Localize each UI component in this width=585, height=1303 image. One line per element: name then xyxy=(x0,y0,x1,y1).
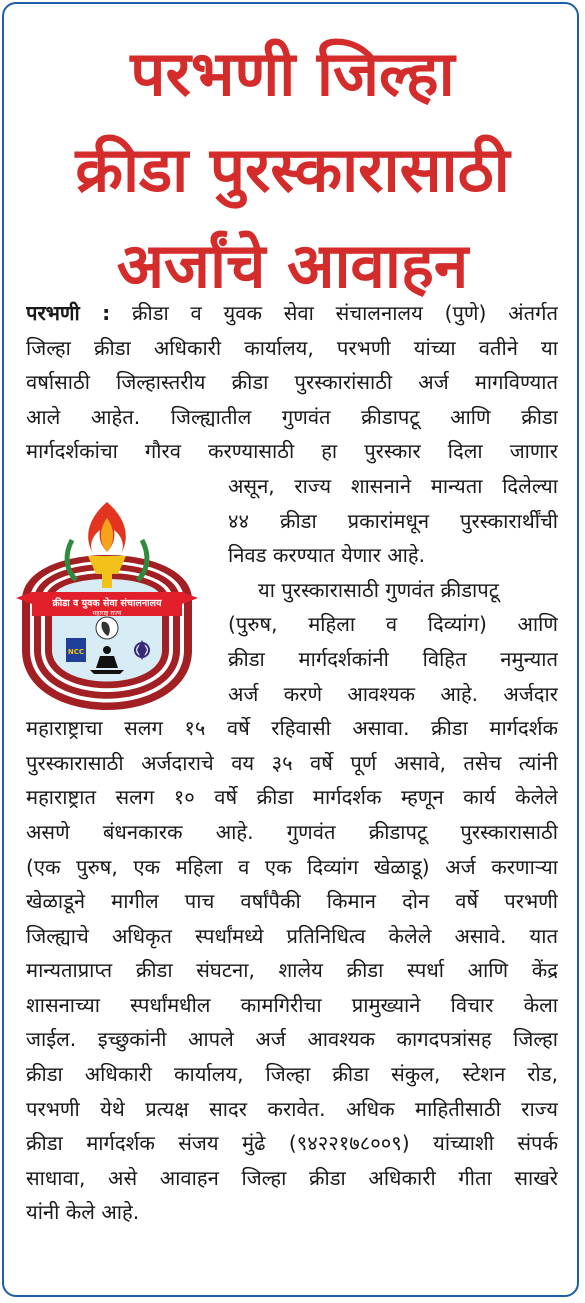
article-line-4: आले आहेत. जिल्ह्यातील गुणवंत क्रीडापटू आणि क्रीडा xyxy=(26,404,558,429)
logo-banner-text: क्रीडा व युवक सेवा संचालनालय xyxy=(52,598,162,609)
headline-line-1: परभणी जिल्हा xyxy=(130,37,455,110)
article-line-13: महाराष्ट्राचा सलग १५ वर्षे रहिवासी असावा. क्रीडा मार्गदर्शक xyxy=(26,716,558,741)
article-line-20: मान्यताप्राप्त क्रीडा संघटना, शालेय क्रीडा स्पर्धा आणि केंद्र xyxy=(26,958,558,983)
article-line-15: महाराष्ट्रात सलग १० वर्षे क्रीडा मार्गदर्शक म्हणून कार्य केलेले xyxy=(26,785,558,810)
article-line-16: असणे बंधनकारक आहे. गुणवंत क्रीडापटू पुरस्कारासाठी xyxy=(26,819,558,844)
article-line-23: क्रीडा अधिकारी कार्यालय, जिल्हा क्रीडा संकुल, स्टेशन रोड, xyxy=(26,1062,558,1087)
article-line-21: शासनाच्या स्पर्धांमधील कामगिरीचा प्रामुख्याने विचार केला xyxy=(26,992,558,1017)
article-line-1: क्रीडा व युवक सेवा संचालनालय (पुणे) अंतर्गत xyxy=(110,301,558,325)
article-line-2: जिल्हा क्रीडा अधिकारी कार्यालय, परभणी यांच्या वतीने या xyxy=(26,335,558,360)
article-line-12: अर्ज करणे आवश्यक आहे. अर्जदार xyxy=(228,681,558,706)
article-line-7: ४४ क्रीडा प्रकारांमधून पुरस्कारार्थींची xyxy=(228,508,558,533)
article-line-27: यांनी केले आहे. xyxy=(26,1200,140,1225)
article-line-18: खेळाडूने मागील पाच वर्षांपैकी किमान दोन वर्षे परभणी xyxy=(26,889,558,914)
article-line-24: परभणी येथे प्रत्यक्ष सादर करावेत. अधिक माहितीसाठी राज्य xyxy=(26,1096,558,1121)
article-line-6: असून, राज्य शासनाने मान्यता दिलेल्या xyxy=(228,473,558,498)
article-line-17: (एक पुरुष, एक महिला व एक दिव्यांग खेळाडू) अर्ज करणाऱ्या xyxy=(26,854,558,879)
article-line-22: जाईल. इच्छुकांनी आपले अर्ज आवश्यक कागदपत्रांसह जिल्हा xyxy=(26,1027,558,1052)
article-line-9: या पुरस्कारासाठी गुणवंत क्रीडापटू xyxy=(258,577,499,602)
article-line-25: क्रीडा मार्गदर्शक संजय मुंढे (९४२२१७८००९) यांच्याशी संपर्क xyxy=(26,1131,558,1156)
logo-sub-text: महाराष्ट्र राज्य xyxy=(92,610,122,617)
article-line-26: साधावा, असे आवाहन जिल्हा क्रीडा अधिकारी गीता साखरे xyxy=(26,1165,558,1190)
article-line-5: मार्गदर्शकांचा गौरव करण्यासाठी हा पुरस्कार दिला जाणार xyxy=(26,439,558,464)
ncc-emblem-text: NCC xyxy=(67,648,85,656)
article-line-14: पुरस्कारासाठी अर्जदाराचे वय ३५ वर्षे पूर्ण असावे, तसेच त्यांनी xyxy=(26,750,558,775)
article-line-8: निवड करण्यात येणार आहे. xyxy=(228,543,426,568)
headline-line-3: अर्जांचे आवाहन xyxy=(116,229,469,302)
article-line-19: जिल्ह्याचे अधिकृत स्पर्धांमध्ये प्रतिनिधित्व केलेले असावे. यात xyxy=(26,923,558,948)
dateline: परभणी : xyxy=(26,301,111,325)
headline xyxy=(4,26,581,314)
article-body xyxy=(26,296,558,1230)
article-line-3: वर्षासाठी जिल्हास्तरीय क्रीडा पुरस्कारांसाठी अर्ज मागविण्यात xyxy=(26,370,558,395)
article-line-11: क्रीडा मार्गदर्शकांनी विहित नमुन्यात xyxy=(228,646,558,671)
headline-line-2: क्रीडा पुरस्कारासाठी xyxy=(75,133,510,206)
article-line-10: (पुरुष, महिला व दिव्यांग) आणि xyxy=(228,612,558,637)
